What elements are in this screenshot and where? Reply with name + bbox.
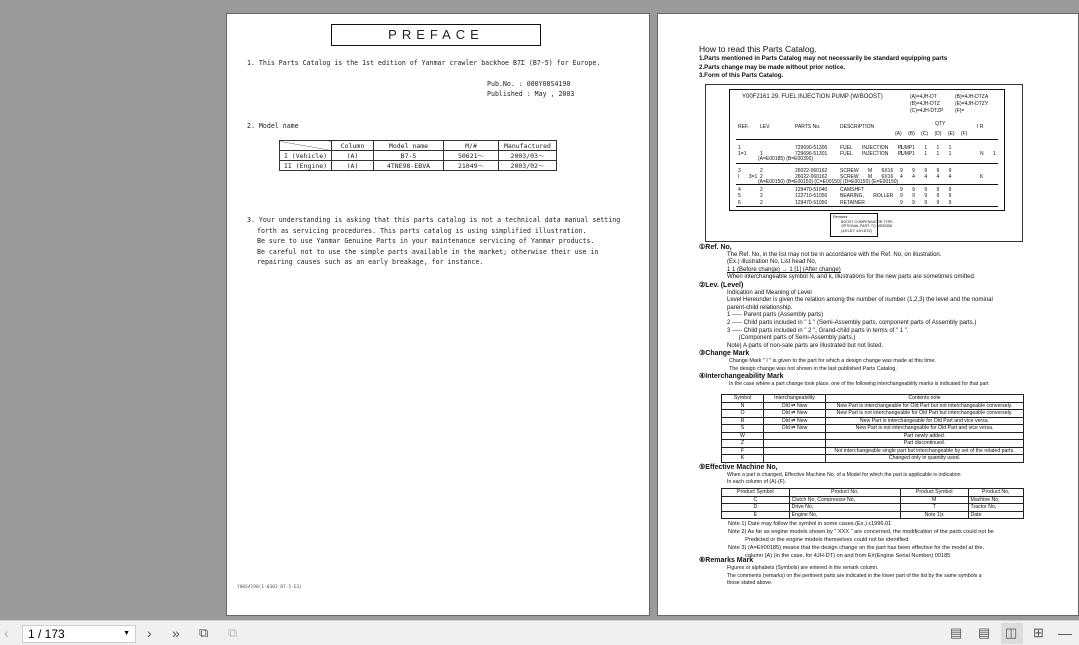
explanations: ①Ref. No, The Ref. No, in the list may not be in accordance with the Ref. No, on illustration. (Ex.) illustration No, List head No, 1 1 (Before change) → 1 [1] (After change) When interchangeable symbol N, and k, illustrations for the new parts are sometimes omitted. ②Lev. (Level) Indication and Meaning of Level Level Hereunder is given the relation among the number of number (1,2,3) the level and the nominal parent-child relationship. 1 ----- Parent parts (Assembly parts) 2 ----- Child parts included in " 1 " (Semi-Assembly parts, component parts of Assembly parts.) 3 ----- Child parts included in " 2 ", Grand-child parts in terms of " 1 ". (Component parts of Semi-Assembly parts.) Note) A parts of non-sale parts are illustrated but not listed. ③Change Mark Change Mark " I " is given to the part for which a design change was made at this time. The design change was not shown in the last published Parts Catalog. ④Interchangeability Mark In the case where a part change took place, one of the following interchangeability marks is indicated for that part: [699, 244, 993, 387]
table-row: W Part newly added.: [722, 432, 1024, 440]
diagram-cell: 9 9 9 9 9: [900, 168, 952, 174]
pdf-page-right: How to read this Parts Catalog. 1.Parts mentioned in Parts Catalog may not necessarily be standard equipping parts 2.Parts change may be made without prior notice. 3.Form of this Parts Catalog. Y00F2161 29. FUEL INJECTION PUMP (W/BOOST) (A)=4JH-DT (B)=4JH-DTZA (B)=4JH-DTZ (E)=4JH-DTZY (C)=4JH-DTZP (F)= REF. LEV. PARTS No. DESCRIPTION QTY I R (A) (B) (C) (D) (E) (F) 1 729690-51300 FUEL INJECTION PUMP 1 1 1 1 1 1=1 1 729696-51301 FUEL INJECTION PUMP 1 1 1 1 1 N 1 3 2 26022-060162 SCREW M 6X16 9 9 9 9 9 I 3=1 2 26022-060162 SCREW M 6X16 4 4 4 4 4 K 4 2 129470-51040 CAMSHFT 9 9 9 9 9 5 2 122710-51050 BEARING, ROLLER 9 9 9 9 9 6 2 129470-51050 RETAINER 9 9 9 9 9 (A=E00185) (B=E00300) (A=E00150) (B=E00150) (C=E00150) (D=E00150) (E=E00150) Remarks BOOST COMPENSATOR TYPE. OPTIONAL PART. TO MS00358 (4JH-DT, 4JH-DTZ) ①Ref. No, The Ref. No, in the list may not be in accordance with the Ref. No, on illustration. (Ex.) illustration No, List head No, 1 1 (Before change) → 1 [1] (After change) When interchangeable symbol N, and k, illustrations for the new parts are sometimes omitted. ②Lev. (Level) Indication and Meaning of Level Level Hereunder is given the relation among the number of number (1,2,3) the level and the nominal parent-child relationship. 1 ----- Parent parts (Assembly parts) 2 ----- Child parts included in " 1 " (Semi-Assembly parts, component parts of Assembly parts.) 3 ----- Child parts included in " 2 ", Grand-child parts in terms of " 1 ". (Component parts of Semi-Assembly parts.) Note) A parts of non-sale parts are illustrated but not listed. ③Change Mark Change Mark " I " is given to the part for which a design change was made at this time. The design change was not shown in the last published Parts Catalog. ④Interchangeability Mark In the case where a part change took place, one of the following interchangeability marks is indicated for that part Symbol Interchangeability Contents note N Old ⇄ New New Part is interchangeable for Old Part but not interchangeable conversely. O Old ⇄ New New Part is not interchangeable for Old Part but interchangeable conversely. R Old ⇄ New New Part is interchangeable for Old Part and vice versa. S Old ⇄ New New Part is not interchangeable for Old Part and vice versa. W Part newly added. Z Part discontinued. F Not interchangeable single part but interchangeable by set of the related parts. K Changed only in quantity used. ⑤Effective Machine No, When a part is changed, Effective Machine No, of a Model for which the part is applicable is indication In each column of (A)-(F). Product Symbol Product No, Product Symbol Product No, C Clutch No, Compressor No, M Machine No, D Drive No, T Tractor No, E Engine No, Note 1)ε Date Note 1) Date may follow the symbol in some cases.(Ex.) ε1996.01 Note 2) As far as engine models shown by " XXX " are concerned, the modification of the parts could not be Predicted or the engine models themselves could not be identified. Note 3) (A=E#00185) means that the design change on the part has been effective for the model at the, column (A) (in the case, for 4JH-DT) on and from E#(Engine Serial Number) 00185 ⑥Remarks Mark Figures or alphabets (Symbols) are entered in the remark column. The comments (remarks) on the pertinent parts are indicated in the lower part of the list by the same symbols a those stated above.: [657, 13, 1079, 616]
diagram-cell: 2: [760, 193, 763, 199]
zoom-slider[interactable]: —: [1058, 625, 1072, 641]
last-page-button[interactable]: »: [172, 625, 180, 641]
intro-list: 1.Parts mentioned in Parts Catalog may not necessarily be standard equipping parts 2.Parts change may be made without prior notice. 3.Form of this Parts Catalog.: [699, 55, 948, 79]
diagram-cell: 3: [738, 168, 741, 174]
diagram-cell: 122710-51050: [795, 193, 828, 199]
table-row: K Changed only in quantity used.: [722, 455, 1024, 463]
notes: Note 1) Date may follow the symbol in some cases.(Ex.) ε1996.01 Note 2) As far as engine models shown by " XXX " are concerned, the modification of the parts could not be Predicted or the engine models themselves could not be identified. Note 3) (A=E#00185) means that the design change on the part has been effective for the model at the, column (A) (in the case, for 4JH-DT) on and from E#(Engine Serial Number) 00185: [728, 521, 994, 559]
table-row: S Old ⇄ New New Part is not interchangeable for Old Part and vice versa.: [722, 425, 1024, 433]
diagram-cell: 729696-51301: [795, 151, 828, 157]
diagram-cell: 6: [738, 200, 741, 206]
page-number-select[interactable]: 1 / 173 ▼: [22, 625, 136, 643]
diagram-cell: 1 1 1 1 1: [900, 145, 952, 151]
diagram-cell: 2: [760, 187, 763, 193]
section-interchangeability: ④Interchangeability Mark: [699, 373, 784, 381]
pdf-page-left: [226, 13, 650, 616]
effective-machine-table: Product Symbol Product No, Product Symbol Product No, C Clutch No, Compressor No, M Machine No, D Drive No, T Tractor No, E Engine No, Note 1)ε Date: [721, 488, 1024, 519]
diagram-cell: 2: [760, 174, 763, 180]
diagram-cell: N 1: [980, 151, 996, 157]
diagram-cell: 1=1: [738, 151, 747, 157]
copy-page-icon[interactable]: ⧉: [228, 625, 238, 640]
diagram-cell: RETAINER: [840, 200, 865, 206]
diagram-cell: SCREW M 6X16: [840, 174, 894, 180]
section-ref-no: ①Ref. No,: [699, 244, 732, 251]
table-row: F Not interchangeable single part but interchangeable by set of the related parts.: [722, 447, 1024, 455]
diagram-cell: 129470-51040: [795, 187, 828, 193]
diagram-cell: 129470-51050: [795, 200, 828, 206]
section-level: ②Lev. (Level): [699, 281, 744, 289]
section-change-mark: ③Change Mark: [699, 350, 750, 358]
table-row: D Drive No, T Tractor No,: [722, 504, 1024, 512]
diagram-cell: I 3=1: [738, 174, 758, 180]
diagram-cell: 5: [738, 193, 741, 199]
diagram-cell: 9 9 9 9 9: [900, 193, 952, 199]
diagram-cell: CAMSHFT: [840, 187, 865, 193]
two-page-view-icon[interactable]: ◫: [1005, 625, 1018, 640]
section-effective-machine: ⑤Effective Machine No,: [699, 464, 778, 471]
diagram-cell: FUEL INJECTION PUMP: [840, 151, 913, 157]
rotate-page-icon[interactable]: ⧉: [199, 625, 209, 640]
remark-box: Remarks BOOST COMPENSATOR TYPE. OPTIONAL PART. TO MS00358 (4JH-DT, 4JH-DTZ): [830, 213, 878, 237]
diagram-cell: BEARING, ROLLER: [840, 193, 894, 199]
table-row: I (Vehicle) (A) B7-5 50621～ 2003/03～: [280, 151, 557, 161]
pdf-toolbar: [0, 620, 1079, 645]
published-date: Published : May , 2003: [487, 90, 575, 98]
diagram-cell: SCREW M 6X16: [840, 168, 894, 174]
page-footer: Y00S4190(1-0303 B7-5-E3): [237, 585, 303, 590]
diagram-cell: 9 9 9 9 9: [900, 200, 952, 206]
diagram-cell: 2: [760, 168, 763, 174]
diagram-cell: 4: [738, 187, 741, 193]
table-row: C Clutch No, Compressor No, M Machine No,: [722, 496, 1024, 504]
two-page-continuous-icon[interactable]: ⊞: [1033, 625, 1044, 640]
page-heading: How to read this Parts Catalog.: [699, 44, 817, 54]
interchangeability-table: Symbol Interchangeability Contents note N Old ⇄ New New Part is interchangeable for Old Part but not interchangeable conversely. O Old ⇄ New New Part is not interchangeable for Old Part but interchangeable conversely. R Old ⇄ New New Part is interchangeable for Old Part and vice versa. S Old ⇄ New New Part is not interchangeable for Old Part and vice versa. W Part newly added. Z Part discontinued. F Not interchangeable single part but interchangeable by set of the related parts. K Changed only in quantity used.: [721, 394, 1024, 463]
diagram-cell: 729690-51300: [795, 145, 828, 151]
paragraph-2: 2. Model name: [247, 122, 299, 130]
diagram-cell: 9 9 9 9 9: [900, 187, 952, 193]
diagram-cell: 1: [760, 151, 763, 157]
paragraph-1: 1. This Parts Catalog is the 1st edition of Yanmar crawler backhoe B7Σ (B7-5) for Europe.: [247, 59, 601, 67]
table-row: II (Engine) (A) 4TNE98-EBVA 21049～ 2003/02～: [280, 161, 557, 171]
diagram-cell: 4 4 4 4 4: [900, 174, 952, 180]
table-row: N Old ⇄ New New Part is interchangeable for Old Part but not interchangeable conversely.: [722, 402, 1024, 410]
diagram-cell: 26022-060162: [795, 168, 828, 174]
table-row: O Old ⇄ New New Part is not interchangeable for Old Part but interchangeable conversely.: [722, 410, 1024, 418]
pub-no: Pub.No. : 000Y00S4190: [487, 80, 571, 88]
diagram-cell: 2: [760, 200, 763, 206]
diagram-cell: FUEL INJECTION PUMP: [840, 145, 913, 151]
paragraph-3: 3. Your understanding is asking that this parts catalog is not a technical data manual setting forth as servicing procedures. This parts catalog is using simplified illustration. Be sure to use Yanmar Genuine Parts in your maintenance servicing of Yanmar products. Be careful not to use the simple parts available in the market; otherwise their use in repairing causes such as an early breakage, for instance.: [247, 216, 621, 266]
diagram-cell: 1: [738, 145, 741, 151]
preface-title: PREFACE: [331, 24, 541, 46]
prev-page-button[interactable]: ‹: [4, 625, 9, 641]
diagram-cell: 1 1 1 1 1: [900, 151, 952, 157]
next-page-button[interactable]: ›: [147, 625, 152, 641]
sample-parts-list: Y00F2161 29. FUEL INJECTION PUMP (W/BOOST) (A)=4JH-DT (B)=4JH-DTZA (B)=4JH-DTZ (E)=4JH-DTZY (C)=4JH-DTZP (F)= REF. LEV. PARTS No. DESCRIPTION QTY I R (A) (B) (C) (D) (E) (F) 1 729690-51300 FUEL INJECTION PUMP 1 1 1 1 1 1=1 1 729696-51301 FUEL INJECTION PUMP 1 1 1 1 1 N 1 3 2 26022-060162 SCREW M 6X16 9 9 9 9 9 I 3=1 2 26022-060162 SCREW M 6X16 4 4 4 4 4 K 4 2 129470-51040 CAMSHFT 9 9 9 9 9 5 2 122710-51050 BEARING, ROLLER 9 9 9 9 9 6 2 129470-51050 RETAINER 9 9 9 9 9 (A=E00185) (B=E00300) (A=E00150) (B=E00150) (C=E00150) (D=E00150) (E=E00150): [729, 89, 1005, 211]
diagram-cell: K: [980, 174, 984, 180]
single-page-view-icon[interactable]: ▤: [950, 625, 963, 640]
table-row: E Engine No, Note 1)ε Date: [722, 511, 1024, 519]
diagram-cell: 26022-060162: [795, 174, 828, 180]
continuous-view-icon[interactable]: ▤: [978, 625, 991, 640]
section-remarks: ⑥Remarks Mark: [699, 557, 754, 564]
table-row: Z Part discontinued.: [722, 440, 1024, 448]
model-table: Column Model name M/# Manufactured I (Vehicle) (A) B7-5 50621～ 2003/03～ II (Engine) (A) 4TNE98-EBVA 21049～ 2003/02～: [279, 140, 557, 171]
table-row: R Old ⇄ New New Part is interchangeable for Old Part and vice versa.: [722, 417, 1024, 425]
